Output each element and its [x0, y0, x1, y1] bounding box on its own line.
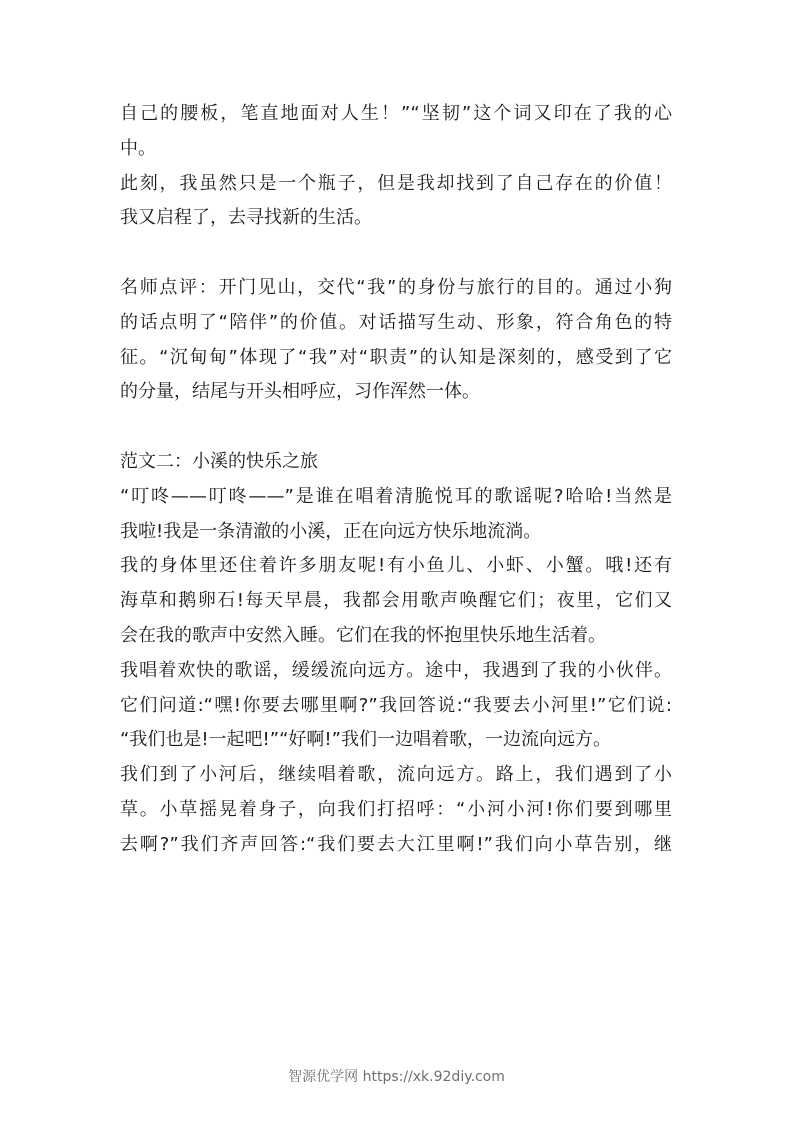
paragraph-gap: [120, 236, 680, 271]
text-line: 草。小草摇晃着身子，向我们打招呼：“小河小河!你们要到哪里: [120, 798, 672, 820]
text-line: 我啦!我是一条清澈的小溪，正在向远方快乐地流淌。: [120, 520, 542, 542]
document-body: [120, 97, 680, 863]
text-line: 我唱着欢快的歌谣，缓缓流向远方。途中，我遇到了我的小伙伴。: [120, 659, 672, 681]
section-title: 范文二：小溪的快乐之旅: [120, 450, 318, 472]
text-line: 会在我的歌声中安然入睡。它们在我的怀抱里快乐地生活着。: [120, 624, 606, 646]
text-line: 的分量，结尾与开头相呼应，习作浑然一体。: [120, 381, 480, 403]
text-line: 此刻，我虽然只是一个瓶子，但是我却找到了自己存在的价值！: [120, 172, 672, 194]
text-line: “我们也是!一起吧!”“好啊!”我们一边唱着歌，一边流向远方。: [120, 729, 611, 751]
text-line: 海草和鹅卵石!每天早晨，我都会用歌声唤醒它们；夜里，它们又: [120, 590, 672, 612]
text-line: 自己的腰板，笔直地面对人生！”“坚韧”这个词又印在了我的心: [120, 103, 672, 124]
text-line: 我们到了小河后，继续唱着歌，流向远方。路上，我们遇到了小: [120, 764, 672, 786]
page-footer: 智源优学网 https://xk.92diy.com: [288, 1069, 505, 1085]
text-line: 征。“沉甸甸”体现了“我”对“职责”的认知是深刻的，感受到了它: [120, 346, 672, 368]
text-line: 去啊?”我们齐声回答:“我们要去大江里啊!”我们向小草告别，继: [120, 833, 672, 855]
text-line: 的话点明了“陪伴”的价值。对话描写生动、形象，符合角色的特: [120, 311, 672, 333]
text-line: 它们问道:“嘿!你要去哪里啊?”我回答说:“我要去小河里!”它们说:: [120, 694, 672, 716]
text-line: “叮咚——叮咚——”是谁在唱着清脆悦耳的歌谣呢?哈哈!当然是: [120, 485, 672, 507]
text-line: 名师点评：开门见山，交代“我”的身份与旅行的目的。通过小狗: [120, 276, 672, 298]
paragraph-gap: [120, 410, 680, 445]
text-line: 我又启程了，去寻找新的生活。: [120, 207, 372, 229]
text-line: 中。: [120, 137, 156, 159]
text-line: 我的身体里还住着许多朋友呢!有小鱼儿、小虾、小蟹。哦!还有: [120, 555, 672, 577]
